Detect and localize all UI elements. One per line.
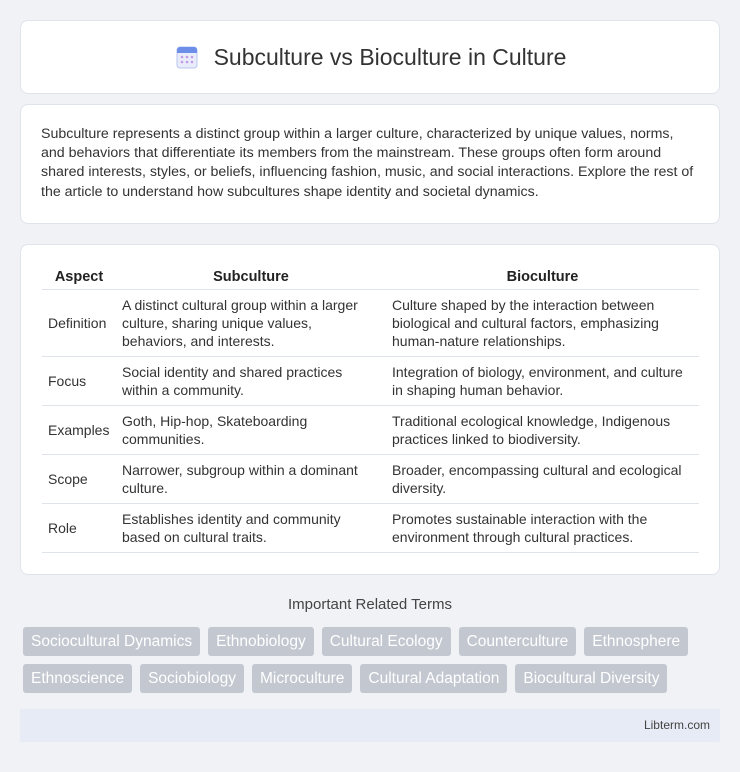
table-row — [42, 504, 699, 553]
related-term-tag[interactable]: Cultural Adaptation — [360, 664, 507, 693]
related-term-tag[interactable]: Biocultural Diversity — [515, 664, 667, 693]
row-subculture: Social identity and shared practices within a community. — [116, 357, 386, 406]
row-bioculture: Broader, encompassing cultural and ecological diversity. — [386, 455, 699, 504]
title-card — [20, 20, 720, 94]
row-bioculture: Culture shaped by the interaction between biological and cultural factors, emphasizing human-nature relationships. — [386, 290, 699, 357]
document-icon — [174, 44, 200, 70]
related-term-tag[interactable]: Ethnobiology — [208, 627, 314, 656]
related-term-tag[interactable]: Cultural Ecology — [322, 627, 451, 656]
related-term-tag[interactable]: Sociobiology — [140, 664, 244, 693]
related-term-tag[interactable]: Counterculture — [459, 627, 577, 656]
header-aspect: Aspect — [42, 263, 116, 290]
related-term-tag[interactable]: Microculture — [252, 664, 352, 693]
comparison-card — [20, 244, 720, 575]
intro-card — [20, 104, 720, 224]
row-subculture: Narrower, subgroup within a dominant culture. — [116, 455, 386, 504]
page-title: Subculture vs Bioculture in Culture — [213, 43, 567, 70]
related-term-tag[interactable]: Ethnoscience — [23, 664, 132, 693]
header-bioculture: Bioculture — [386, 263, 699, 290]
row-subculture: Goth, Hip-hop, Skateboarding communities. — [116, 406, 386, 455]
row-aspect: Focus — [42, 357, 116, 406]
comparison-table — [42, 263, 699, 553]
footer — [20, 709, 720, 742]
row-subculture: A distinct cultural group within a larger culture, sharing unique values, behaviors, and interests. — [116, 290, 386, 357]
row-aspect: Definition — [42, 290, 116, 357]
row-bioculture: Promotes sustainable interaction with the environment through cultural practices. — [386, 504, 699, 553]
intro-paragraph: Subculture represents a distinct group within a larger culture, characterized by unique values, norms, and behaviors that differentiate its members from the mainstream. These groups often form around shared interests, styles, or beliefs, influencing fashion, music, and social interactions. Explore the rest of the article to understand how subcultures shape identity and societal dynamics. — [41, 126, 694, 200]
related-term-tag[interactable]: Sociocultural Dynamics — [23, 627, 200, 656]
header-subculture: Subculture — [116, 263, 386, 290]
row-aspect: Examples — [42, 406, 116, 455]
row-bioculture: Traditional ecological knowledge, Indigenous practices linked to biodiversity. — [386, 406, 699, 455]
footer-site-link[interactable]: Libterm.com — [643, 718, 710, 732]
table-header-row — [42, 263, 699, 290]
related-terms-heading: Important Related Terms — [288, 596, 452, 613]
row-aspect: Role — [42, 504, 116, 553]
row-aspect: Scope — [42, 455, 116, 504]
row-subculture: Establishes identity and community based on cultural traits. — [116, 504, 386, 553]
related-term-tag[interactable]: Ethnosphere — [584, 627, 688, 656]
table-row — [42, 406, 699, 455]
table-row — [42, 357, 699, 406]
table-row — [42, 455, 699, 504]
row-bioculture: Integration of biology, environment, and culture in shaping human behavior. — [386, 357, 699, 406]
related-terms-list — [23, 627, 723, 693]
table-row — [42, 290, 699, 357]
